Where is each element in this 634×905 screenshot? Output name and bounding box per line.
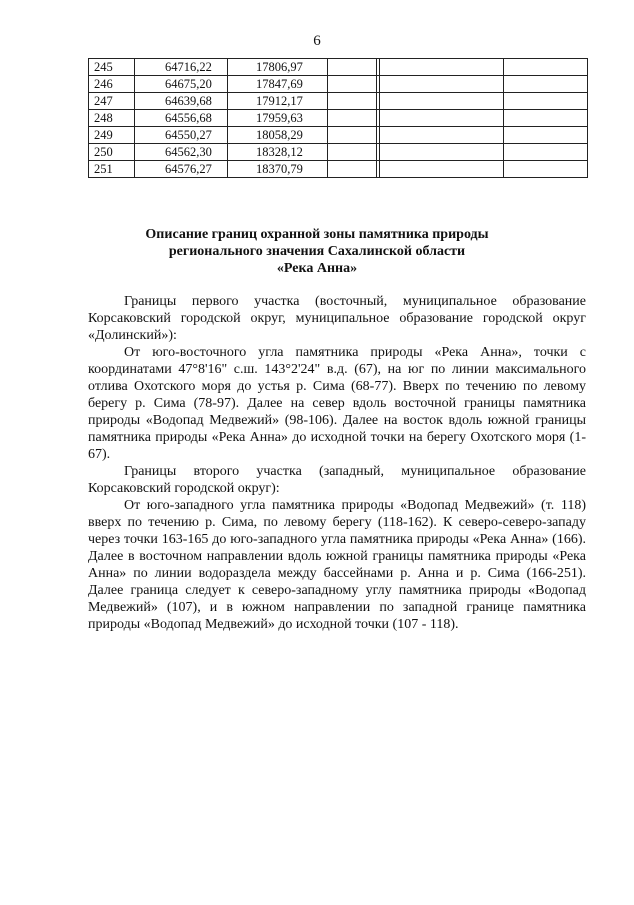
table-row bbox=[89, 110, 588, 127]
empty-cell bbox=[380, 127, 504, 144]
empty-cell bbox=[328, 161, 377, 178]
empty-cell bbox=[328, 144, 377, 161]
empty-cell bbox=[504, 110, 588, 127]
empty-cell bbox=[380, 76, 504, 93]
table-row bbox=[89, 161, 588, 178]
y-coordinate-cell: 18328,12 bbox=[228, 144, 328, 161]
paragraph-3: Границы второго участка (западный, муниципальное образование Корсаковский городской округ): bbox=[88, 464, 586, 496]
point-number-cell: 250 bbox=[89, 144, 135, 161]
y-coordinate-cell: 18058,29 bbox=[228, 127, 328, 144]
y-coordinate-cell: 17959,63 bbox=[228, 110, 328, 127]
table-row bbox=[89, 59, 588, 76]
y-coordinate-cell: 18370,79 bbox=[228, 161, 328, 178]
x-coordinate-cell: 64562,30 bbox=[135, 144, 228, 161]
paragraph-1: Границы первого участка (восточный, муниципальное образование Корсаковский городской округ, муниципальное образование городской округ «Долинский»): bbox=[88, 294, 586, 343]
empty-cell bbox=[328, 76, 377, 93]
table-row bbox=[89, 93, 588, 110]
empty-cell bbox=[504, 59, 588, 76]
coordinates-table bbox=[88, 58, 588, 178]
empty-cell bbox=[380, 59, 504, 76]
point-number-cell: 248 bbox=[89, 110, 135, 127]
paragraph-4: От юго-западного угла памятника природы «Водопад Медвежий» (т. 118) вверх по течению р. Сима, по левому берегу (118-162). К северо-северо-западу через точки 163-165 до юго-западного угла памятника природы «Река Анна» (166). Далее в восточном направлении вдоль южной границы памятника природы «Река Анна» по линии водораздела между бассейнами р. Анна и р. Сима (166-251). Далее граница следует к северо-западному углу памятника природы «Водопад Медвежий» (107), и в южном направлении по западной границе памятника природы «Водопад Медвежий» до исходной точки (107 - 118). bbox=[88, 498, 586, 632]
section-heading bbox=[0, 226, 634, 277]
coordinates-table-body bbox=[89, 59, 588, 178]
heading-line-1: Описание границ охранной зоны памятника природы bbox=[145, 227, 489, 242]
empty-cell bbox=[504, 127, 588, 144]
y-coordinate-cell: 17847,69 bbox=[228, 76, 328, 93]
empty-cell bbox=[380, 161, 504, 178]
empty-cell bbox=[504, 76, 588, 93]
y-coordinate-cell: 17806,97 bbox=[228, 59, 328, 76]
body-text bbox=[88, 293, 586, 633]
empty-cell bbox=[380, 93, 504, 110]
empty-cell bbox=[380, 110, 504, 127]
point-number-cell: 246 bbox=[89, 76, 135, 93]
empty-cell bbox=[504, 93, 588, 110]
y-coordinate-cell: 17912,17 bbox=[228, 93, 328, 110]
x-coordinate-cell: 64550,27 bbox=[135, 127, 228, 144]
empty-cell bbox=[328, 110, 377, 127]
empty-cell bbox=[328, 93, 377, 110]
heading-line-2: регионального значения Сахалинской области bbox=[168, 244, 466, 259]
table-row bbox=[89, 144, 588, 161]
x-coordinate-cell: 64576,27 bbox=[135, 161, 228, 178]
x-coordinate-cell: 64675,20 bbox=[135, 76, 228, 93]
heading-line-3: «Река Анна» bbox=[276, 261, 358, 276]
x-coordinate-cell: 64556,68 bbox=[135, 110, 228, 127]
point-number-cell: 251 bbox=[89, 161, 135, 178]
empty-cell bbox=[380, 144, 504, 161]
point-number-cell: 245 bbox=[89, 59, 135, 76]
empty-cell bbox=[328, 127, 377, 144]
empty-cell bbox=[504, 161, 588, 178]
x-coordinate-cell: 64716,22 bbox=[135, 59, 228, 76]
page-number: 6 bbox=[313, 33, 321, 49]
x-coordinate-cell: 64639,68 bbox=[135, 93, 228, 110]
table-row bbox=[89, 76, 588, 93]
paragraph-2: От юго-восточного угла памятника природы «Река Анна», точки с координатами 47°8'16" с.ш. 143°2'24" в.д. (67), на юг по линии максимального отлива Охотского моря до устья р. Сима (68-77). Вверх по течению по левому берегу р. Сима (78-97). Далее на север вдоль восточной границы памятника природы «Водопад Медвежий» (98-106). Далее на восток вдоль южной границы памятника природы «Река Анна» до исходной точки на берегу Охотского моря (1-67). bbox=[88, 345, 586, 462]
empty-cell bbox=[328, 59, 377, 76]
point-number-cell: 247 bbox=[89, 93, 135, 110]
point-number-cell: 249 bbox=[89, 127, 135, 144]
empty-cell bbox=[504, 144, 588, 161]
table-row bbox=[89, 127, 588, 144]
